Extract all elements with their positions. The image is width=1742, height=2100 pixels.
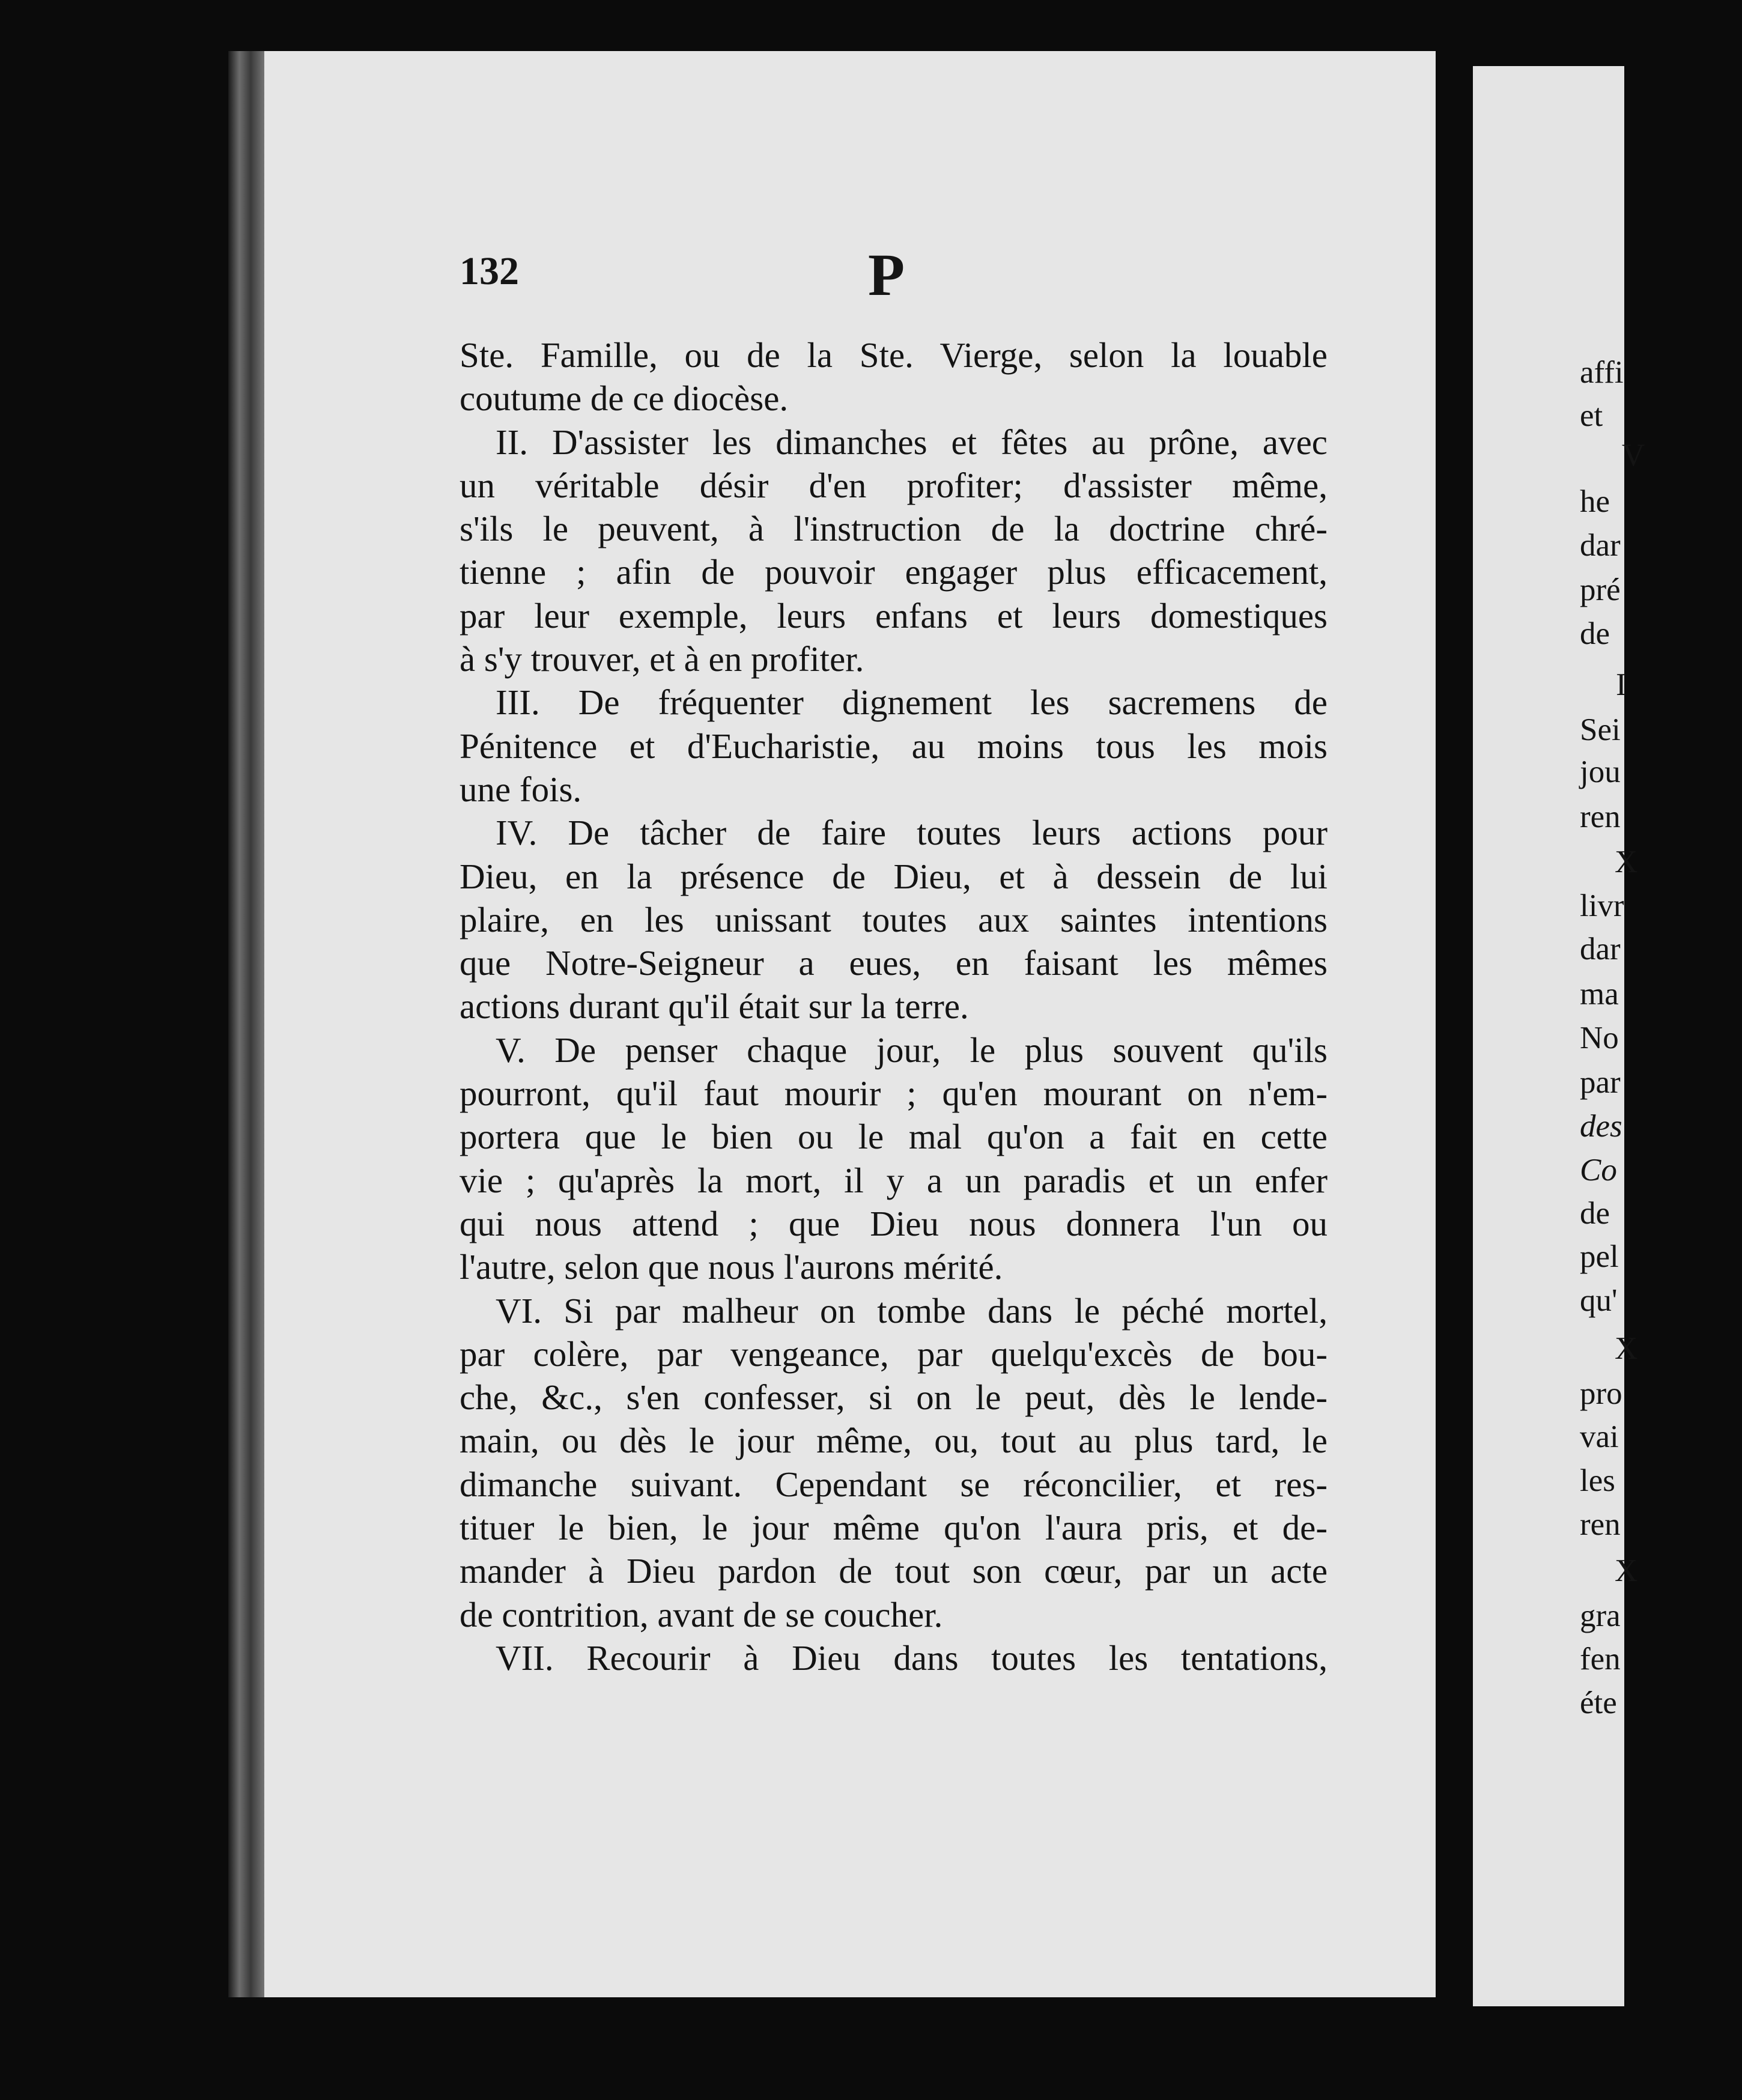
- facing-page-fragment: X: [1615, 845, 1638, 879]
- facing-page-fragment: Sei: [1580, 712, 1621, 747]
- text-line: VI. Si par malheur on tombe dans le péché mortel,: [496, 1290, 1328, 1331]
- text-line: dimanche suivant. Cependant se réconcilier, et res-: [460, 1464, 1328, 1504]
- facing-page-fragment: dar: [1580, 528, 1621, 563]
- text-line: portera que le bien ou le mal qu'on a fait en cette: [460, 1117, 1328, 1157]
- page-header: [460, 240, 1331, 306]
- body-text: [460, 333, 1328, 1680]
- text-line: IV. De tâcher de faire toutes leurs actions pour: [496, 813, 1328, 853]
- page-number: 132: [460, 249, 519, 293]
- text-line: à s'y trouver, et à en profiter.: [460, 639, 864, 679]
- text-line: actions durant qu'il était sur la terre.: [460, 986, 969, 1027]
- facing-page-fragment: de: [1580, 1196, 1610, 1231]
- text-line: mander à Dieu pardon de tout son cœur, par un acte: [460, 1551, 1328, 1591]
- text-line: coutume de ce diocèse.: [460, 378, 789, 419]
- facing-page-fragment: he: [1580, 484, 1610, 519]
- facing-page-fragment: ren: [1580, 800, 1621, 834]
- facing-page-fragment: pel: [1580, 1239, 1619, 1274]
- text-line: II. D'assister les dimanches et fêtes au prône, avec: [496, 422, 1328, 462]
- text-line: Pénitence et d'Eucharistie, au moins tous les mois: [460, 726, 1328, 766]
- section-letter: P: [868, 241, 905, 308]
- text-line: Ste. Famille, ou de la Ste. Vierge, selon la louable: [460, 335, 1328, 375]
- facing-page-fragment: V: [1622, 438, 1645, 473]
- facing-page-fragment: No: [1580, 1021, 1619, 1055]
- text-line: par colère, par vengeance, par quelqu'excès de bou-: [460, 1334, 1328, 1374]
- text-line: III. De fréquenter dignement les sacremens de: [496, 682, 1328, 723]
- facing-page-fragment: X: [1615, 1331, 1638, 1366]
- facing-page-fragment: pro: [1580, 1376, 1622, 1411]
- text-line: V. De penser chaque jour, le plus souvent qu'ils: [496, 1030, 1328, 1070]
- facing-page-fragment: des: [1580, 1109, 1622, 1144]
- facing-page-fragment: dar: [1580, 932, 1621, 967]
- text-line: plaire, en les unissant toutes aux saintes intentions: [460, 899, 1328, 939]
- facing-page-fragment: ma: [1580, 977, 1619, 1012]
- text-line: main, ou dès le jour même, ou, tout au plus tard, le: [460, 1421, 1328, 1461]
- text-line: qui nous attend ; que Dieu nous donnera l'un ou: [460, 1203, 1328, 1243]
- text-line: l'autre, selon que nous l'aurons mérité.: [460, 1247, 1003, 1287]
- text-line: Dieu, en la présence de Dieu, et à dessein de lui: [460, 856, 1328, 896]
- facing-page-fragment: gra: [1580, 1598, 1621, 1633]
- text-line: tienne ; afin de pouvoir engager plus efficacement,: [460, 552, 1328, 592]
- text-line: un véritable désir d'en profiter; d'assister même,: [460, 465, 1328, 505]
- facing-page-fragment: ren: [1580, 1507, 1621, 1542]
- facing-page-fragment: fen: [1580, 1642, 1621, 1677]
- text-line: une fois.: [460, 769, 582, 809]
- text-line: VII. Recourir à Dieu dans toutes les tentations,: [496, 1637, 1328, 1678]
- facing-page-fragment: éte: [1580, 1686, 1617, 1720]
- text-line: pourront, qu'il faut mourir ; qu'en mourant on n'em-: [460, 1073, 1328, 1114]
- facing-page-fragment: Co: [1580, 1153, 1617, 1188]
- text-line: che, &c., s'en confesser, si on le peut, dès le lende-: [460, 1377, 1328, 1418]
- facing-page-fragment: de: [1580, 616, 1610, 651]
- facing-page-fragment: qu': [1580, 1283, 1618, 1318]
- facing-page-fragment: affi: [1580, 355, 1624, 390]
- facing-page-fragment: jou: [1580, 754, 1621, 789]
- text-line: par leur exemple, leurs enfans et leurs domestiques: [460, 595, 1328, 636]
- text-line: que Notre-Seigneur a eues, en faisant les mêmes: [460, 943, 1328, 983]
- facing-page-fragment: pré: [1580, 572, 1621, 607]
- facing-page-fragment: I: [1616, 667, 1627, 702]
- book-spine-shadow: [228, 51, 266, 1997]
- text-line: s'ils le peuvent, à l'instruction de la doctrine chré-: [460, 509, 1328, 549]
- facing-page-fragment: par: [1580, 1065, 1621, 1100]
- facing-page-fragment: les: [1580, 1463, 1615, 1498]
- facing-page-fragment: livr: [1580, 888, 1624, 923]
- facing-page-fragment: vai: [1580, 1419, 1619, 1454]
- facing-page-fragment: X: [1615, 1553, 1638, 1588]
- text-line: tituer le bien, le jour même qu'on l'aura pris, et de-: [460, 1508, 1328, 1548]
- facing-page-fragment: et: [1580, 398, 1603, 433]
- text-line: vie ; qu'après la mort, il y a un paradis et un enfer: [460, 1160, 1328, 1200]
- text-line: de contrition, avant de se coucher.: [460, 1594, 943, 1634]
